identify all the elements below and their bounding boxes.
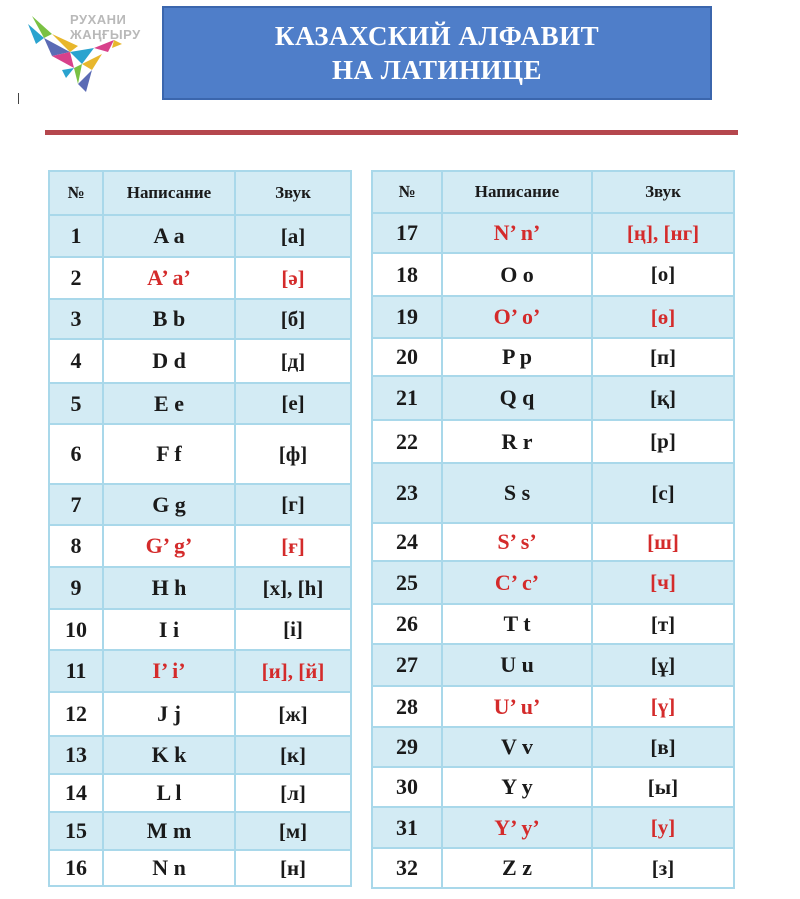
letter-number: 17 bbox=[372, 213, 442, 253]
letter-number: 27 bbox=[372, 644, 442, 686]
letter-sound: [р] bbox=[592, 420, 734, 463]
letter-sound: [ұ] bbox=[592, 644, 734, 686]
letter-number: 24 bbox=[372, 523, 442, 561]
letter-sound: [ш] bbox=[592, 523, 734, 561]
table-row bbox=[372, 848, 734, 888]
letter-sound: [т] bbox=[592, 604, 734, 644]
table-row bbox=[372, 604, 734, 644]
letter-number: 7 bbox=[49, 484, 103, 525]
letter-writing: Z z bbox=[442, 848, 592, 888]
letter-sound: [б] bbox=[235, 299, 351, 339]
table-row bbox=[372, 807, 734, 848]
letter-number: 2 bbox=[49, 257, 103, 299]
letter-writing: D d bbox=[103, 339, 235, 383]
letter-number: 6 bbox=[49, 424, 103, 484]
letter-writing: P p bbox=[442, 338, 592, 376]
alphabet-table-left bbox=[48, 170, 352, 887]
table-row bbox=[49, 812, 351, 850]
letter-number: 3 bbox=[49, 299, 103, 339]
letter-number: 1 bbox=[49, 215, 103, 257]
table-row bbox=[372, 420, 734, 463]
letter-sound: [ч] bbox=[592, 561, 734, 604]
letter-number: 15 bbox=[49, 812, 103, 850]
table-row bbox=[372, 253, 734, 296]
letter-writing: O’ o’ bbox=[442, 296, 592, 338]
letter-number: 5 bbox=[49, 383, 103, 424]
letter-sound: [и], [й] bbox=[235, 650, 351, 692]
letter-sound: [ы] bbox=[592, 767, 734, 807]
alphabet-table-right bbox=[371, 170, 735, 889]
letter-number: 9 bbox=[49, 567, 103, 609]
letter-number: 23 bbox=[372, 463, 442, 523]
table-row bbox=[372, 561, 734, 604]
letter-number: 18 bbox=[372, 253, 442, 296]
letter-sound: [г] bbox=[235, 484, 351, 525]
letter-number: 14 bbox=[49, 774, 103, 812]
table-row bbox=[49, 257, 351, 299]
letter-sound: [с] bbox=[592, 463, 734, 523]
letter-sound: [х], [h] bbox=[235, 567, 351, 609]
letter-writing: N n bbox=[103, 850, 235, 886]
table-row bbox=[49, 424, 351, 484]
table-row bbox=[372, 727, 734, 767]
letter-number: 16 bbox=[49, 850, 103, 886]
table-row bbox=[49, 650, 351, 692]
table-header-row bbox=[49, 171, 351, 215]
table-row bbox=[372, 463, 734, 523]
header-number: № bbox=[372, 171, 442, 213]
table-row bbox=[49, 383, 351, 424]
letter-sound: [к] bbox=[235, 736, 351, 774]
letter-sound: [д] bbox=[235, 339, 351, 383]
letter-number: 29 bbox=[372, 727, 442, 767]
letter-number: 20 bbox=[372, 338, 442, 376]
letter-number: 30 bbox=[372, 767, 442, 807]
letter-sound: [ф] bbox=[235, 424, 351, 484]
letter-writing: F f bbox=[103, 424, 235, 484]
table-row bbox=[372, 644, 734, 686]
letter-sound: [ү] bbox=[592, 686, 734, 727]
letter-sound: [ң], [нг] bbox=[592, 213, 734, 253]
letter-writing: U u bbox=[442, 644, 592, 686]
header-sound: Звук bbox=[592, 171, 734, 213]
letter-writing: H h bbox=[103, 567, 235, 609]
letter-sound: [п] bbox=[592, 338, 734, 376]
letter-sound: [і] bbox=[235, 609, 351, 650]
letter-writing: B b bbox=[103, 299, 235, 339]
letter-sound: [о] bbox=[592, 253, 734, 296]
table-row bbox=[372, 338, 734, 376]
letter-sound: [в] bbox=[592, 727, 734, 767]
table-row bbox=[49, 736, 351, 774]
table-row bbox=[372, 767, 734, 807]
letter-sound: [з] bbox=[592, 848, 734, 888]
logo-line-1: РУХАНИ bbox=[70, 12, 127, 27]
table-row bbox=[49, 339, 351, 383]
letter-sound: [ж] bbox=[235, 692, 351, 736]
letter-writing: Y’ y’ bbox=[442, 807, 592, 848]
rukhani-zhangyru-logo bbox=[22, 8, 152, 98]
letter-sound: [л] bbox=[235, 774, 351, 812]
edge-mark bbox=[18, 93, 19, 104]
letter-number: 32 bbox=[372, 848, 442, 888]
letter-number: 21 bbox=[372, 376, 442, 420]
logo-line-2: ЖАҢҒЫРУ bbox=[70, 27, 141, 42]
table-row bbox=[49, 299, 351, 339]
letter-number: 13 bbox=[49, 736, 103, 774]
letter-sound: [м] bbox=[235, 812, 351, 850]
letter-writing: C’ c’ bbox=[442, 561, 592, 604]
letter-writing: K k bbox=[103, 736, 235, 774]
letter-number: 8 bbox=[49, 525, 103, 567]
letter-number: 4 bbox=[49, 339, 103, 383]
letter-number: 28 bbox=[372, 686, 442, 727]
letter-number: 10 bbox=[49, 609, 103, 650]
table-row bbox=[372, 376, 734, 420]
letter-writing: Y y bbox=[442, 767, 592, 807]
title-line-1: КАЗАХСКИЙ АЛФАВИТ bbox=[274, 21, 600, 51]
table-row bbox=[372, 213, 734, 253]
letter-writing: A a bbox=[103, 215, 235, 257]
table-row bbox=[372, 686, 734, 727]
header-writing: Написание bbox=[442, 171, 592, 213]
letter-sound: [қ] bbox=[592, 376, 734, 420]
letter-writing: I’ i’ bbox=[103, 650, 235, 692]
letter-writing: S’ s’ bbox=[442, 523, 592, 561]
letter-writing: R r bbox=[442, 420, 592, 463]
table-row bbox=[49, 215, 351, 257]
divider-line bbox=[45, 130, 738, 135]
letter-sound: [ә] bbox=[235, 257, 351, 299]
letter-writing: I i bbox=[103, 609, 235, 650]
letter-sound: [у] bbox=[592, 807, 734, 848]
table-row bbox=[372, 296, 734, 338]
table-row bbox=[49, 484, 351, 525]
letter-writing: U’ u’ bbox=[442, 686, 592, 727]
letter-number: 25 bbox=[372, 561, 442, 604]
letter-sound: [ө] bbox=[592, 296, 734, 338]
title-banner bbox=[162, 6, 712, 100]
letter-writing: Q q bbox=[442, 376, 592, 420]
header-sound: Звук bbox=[235, 171, 351, 215]
letter-writing: O o bbox=[442, 253, 592, 296]
letter-number: 22 bbox=[372, 420, 442, 463]
letter-writing: E e bbox=[103, 383, 235, 424]
letter-number: 12 bbox=[49, 692, 103, 736]
table-row bbox=[49, 567, 351, 609]
table-row bbox=[372, 523, 734, 561]
title-line-2: НА ЛАТИНИЦЕ bbox=[331, 55, 543, 85]
letter-writing: M m bbox=[103, 812, 235, 850]
letter-writing: S s bbox=[442, 463, 592, 523]
header-number: № bbox=[49, 171, 103, 215]
header-writing: Написание bbox=[103, 171, 235, 215]
letter-writing: V v bbox=[442, 727, 592, 767]
letter-writing: N’ n’ bbox=[442, 213, 592, 253]
table-row bbox=[49, 609, 351, 650]
table-header-row bbox=[372, 171, 734, 213]
letter-sound: [а] bbox=[235, 215, 351, 257]
letter-sound: [н] bbox=[235, 850, 351, 886]
letter-sound: [е] bbox=[235, 383, 351, 424]
letter-writing: T t bbox=[442, 604, 592, 644]
table-row bbox=[49, 692, 351, 736]
letter-writing: G g bbox=[103, 484, 235, 525]
letter-number: 31 bbox=[372, 807, 442, 848]
letter-number: 19 bbox=[372, 296, 442, 338]
table-row bbox=[49, 774, 351, 812]
letter-writing: L l bbox=[103, 774, 235, 812]
table-row bbox=[49, 525, 351, 567]
letter-writing: G’ g’ bbox=[103, 525, 235, 567]
letter-writing: J j bbox=[103, 692, 235, 736]
table-row bbox=[49, 850, 351, 886]
letter-number: 26 bbox=[372, 604, 442, 644]
letter-sound: [ғ] bbox=[235, 525, 351, 567]
letter-number: 11 bbox=[49, 650, 103, 692]
letter-writing: A’ a’ bbox=[103, 257, 235, 299]
